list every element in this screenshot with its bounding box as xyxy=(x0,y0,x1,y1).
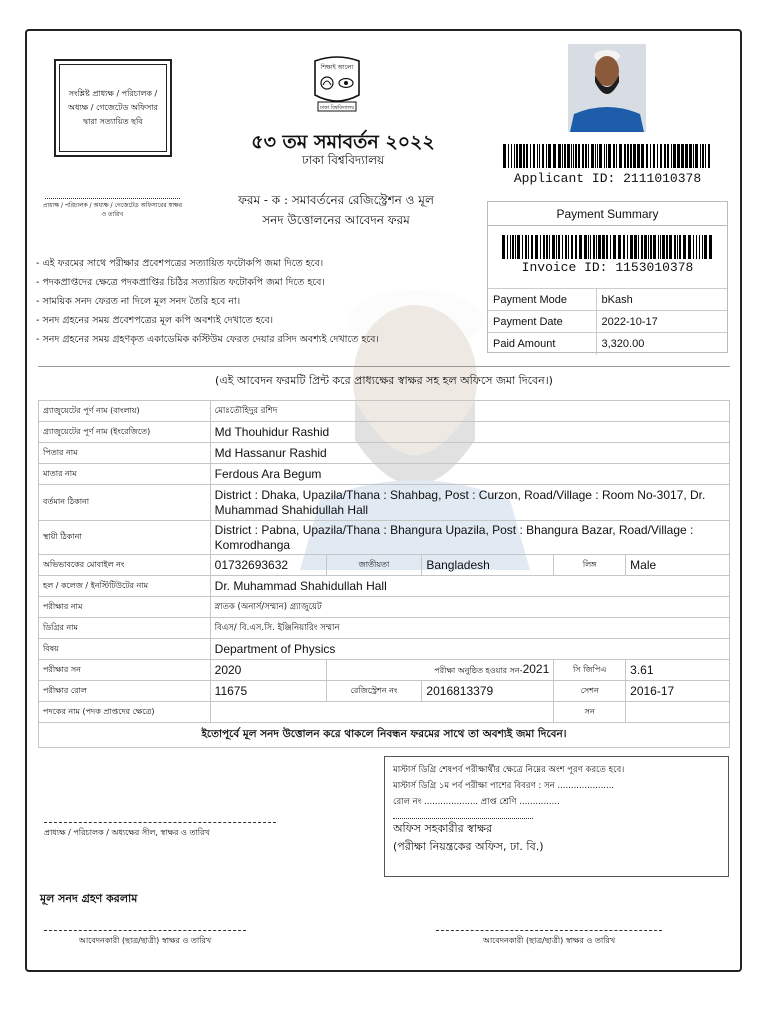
payment-date-row xyxy=(488,311,727,333)
barcode-bar xyxy=(549,235,550,259)
barcode-bar xyxy=(606,235,608,259)
university-name: ঢাকা বিশ্ববিদ্যালয় xyxy=(301,153,385,167)
applicant-photo xyxy=(568,44,646,132)
barcode-bar xyxy=(543,235,545,259)
barcode-bar xyxy=(573,144,574,168)
barcode-bar xyxy=(709,235,712,259)
subject-label: বিষয় xyxy=(39,639,211,660)
barcode-bar xyxy=(571,235,573,259)
applicant-barcode xyxy=(503,144,713,168)
session-value: 2016-17 xyxy=(626,681,730,702)
attestation-text: সংশ্লিষ্ট প্রাধ্যক্ষ / পরিচালক / অধ্যক্ষ / গেজেটেড অফিসার দ্বারা সত্যায়িত ছবি xyxy=(59,64,167,152)
barcode-bar xyxy=(530,144,531,168)
barcode-bar xyxy=(630,144,632,168)
barcode-bar xyxy=(708,144,710,168)
barcode-bar xyxy=(568,235,569,259)
name-bn-value: মোঃতৌহিদুর রশিদ xyxy=(210,401,729,422)
barcode-bar xyxy=(702,144,704,168)
paid-amount-value: 3,320.00 xyxy=(596,333,727,355)
invoice-barcode xyxy=(502,235,714,259)
barcode-bar xyxy=(677,235,678,259)
gender-value: Male xyxy=(626,555,730,576)
table-row xyxy=(39,681,730,702)
payment-mode-row xyxy=(488,289,727,311)
barcode-bar xyxy=(553,144,556,168)
masters-info-box xyxy=(384,756,729,877)
barcode-bar xyxy=(599,144,602,168)
barcode-bar xyxy=(699,235,700,259)
held-year-value: 2021 xyxy=(522,662,550,676)
barcode-bar xyxy=(562,144,563,168)
table-row xyxy=(39,702,730,723)
barcode-bar xyxy=(542,144,544,168)
barcode-bar xyxy=(679,235,681,259)
barcode-bar xyxy=(650,144,651,168)
barcode-bar xyxy=(556,235,557,259)
barcode-bar xyxy=(523,144,525,168)
barcode-bar xyxy=(650,235,652,259)
applicant-id xyxy=(500,171,715,186)
permanent-address-label: স্থায়ী ঠিকানা xyxy=(39,521,211,555)
logo-caption: ঢাকা বিশ্ববিদ্যালয় xyxy=(319,105,355,111)
barcode-bar xyxy=(511,144,512,168)
form-title xyxy=(196,190,476,230)
applicant-id-label: Applicant ID: xyxy=(513,171,616,186)
table-row xyxy=(39,723,730,748)
barcode-bar xyxy=(624,144,626,168)
university-seal-icon xyxy=(310,55,364,115)
barcode-bar xyxy=(638,235,639,259)
barcode-bar xyxy=(608,144,611,168)
principal-signature-caption: প্রাধ্যক্ষ / পরিচালক / অধ্যক্ষের সীল, স্বাক্ষর ও তারিখ xyxy=(44,828,210,837)
barcode-bar xyxy=(700,144,701,168)
barcode-bar xyxy=(575,144,577,168)
attester-signature-caption: প্রাধ্যক্ষ / পরিচালক / অধ্যক্ষ / গেজেটেড অফিসারের স্বাক্ষর ও তারিখ xyxy=(42,202,183,218)
barcode-bar xyxy=(579,235,582,259)
convocation-title: ৫৩ তম সমাবর্তন ২০২২ xyxy=(251,131,435,153)
name-en-label: গ্র্যাজুয়েটের পূর্ণ নাম (ইংরেজিতে) xyxy=(39,422,211,443)
principal-signature xyxy=(44,822,276,840)
barcode-bar xyxy=(590,235,592,259)
exam-year-value: 2020 xyxy=(210,660,326,681)
hall-label: হল / কলেজ / ইনস্টিটিউটের নাম xyxy=(39,576,211,597)
barcode-bar xyxy=(565,235,567,259)
barcode-bar xyxy=(689,144,692,168)
masters-line3: রোল নং .................... প্রাপ্ত শ্রেণি ............... xyxy=(393,797,560,807)
form-title-line2: সনদ উত্তোলনের আবেদন ফরম xyxy=(262,213,410,227)
barcode-bar xyxy=(526,144,528,168)
medal-year-value xyxy=(626,702,730,723)
table-row xyxy=(39,597,730,618)
gender-label: লিঙ্গ xyxy=(554,555,626,576)
present-address-value: District : Dhaka, Upazila/Thana : Shahbag, Post : Curzon, Road/Village : Room No-3017, Dr. Muhammad Shahidullah Hall xyxy=(210,485,729,521)
applicant-signature-left-caption: আবেদনকারী (ছাত্র/ছাত্রী) স্বাক্ষর ও তারিখ xyxy=(78,936,212,945)
barcode-bar xyxy=(525,235,527,259)
masters-line1: মাস্টার্স ডিগ্রি শেষপর্ব পরীক্ষার্থীর ক্ষেত্রে নিম্নের অংশ পূরণ করতে হবে। xyxy=(393,765,625,775)
barcode-bar xyxy=(623,235,625,259)
payment-date-value: 2022-10-17 xyxy=(596,311,727,333)
barcode-bar xyxy=(610,235,611,259)
barcode-bar xyxy=(641,144,644,168)
table-row xyxy=(39,422,730,443)
barcode-bar xyxy=(704,235,707,259)
instruction-item: - পদকপ্রাপ্তদের ক্ষেত্রে পদকপ্রাপ্তির চিঠির সত্যায়িত ফটোকপি জমা দিতে হবে। xyxy=(36,277,325,288)
barcode-bar xyxy=(685,144,688,168)
instruction-item: - এই ফরমের সাথে পরীক্ষার প্রবেশপত্রের সত্যায়িত ফটোকপি জমা দিতে হবে। xyxy=(36,258,324,269)
barcode-bar xyxy=(644,235,647,259)
barcode-bar xyxy=(662,235,665,259)
cgpa-value: 3.61 xyxy=(626,660,730,681)
barcode-bar xyxy=(528,235,529,259)
certificate-received-text: মূল সনদ গ্রহণ করলাম xyxy=(40,892,138,905)
table-row xyxy=(39,464,730,485)
attester-signature xyxy=(40,198,185,219)
name-bn-label: গ্র্যাজুয়েটের পূর্ণ নাম (বাংলায়) xyxy=(39,401,211,422)
barcode-bar xyxy=(693,235,694,259)
barcode-bar xyxy=(516,144,518,168)
officer-title: অফিস সহকারীর স্বাক্ষর xyxy=(393,822,492,835)
exam-year-label: পরীক্ষার সন xyxy=(39,660,211,681)
table-row xyxy=(39,660,730,681)
invoice-id-value: 1153010378 xyxy=(615,260,694,275)
barcode-bar xyxy=(671,144,672,168)
barcode-bar xyxy=(588,144,589,168)
instruction-item: - সনদ গ্রহনের সময় গ্রহণকৃত একাডেমিক কস্টিউম ফেরত দেয়ার রসিদ অবশ্যই দেখাতে হবে। xyxy=(36,334,379,345)
barcode-bar xyxy=(512,235,514,259)
barcode-bar xyxy=(618,235,621,259)
subject-value: Department of Physics xyxy=(210,639,729,660)
payment-summary-title: Payment Summary xyxy=(488,202,727,226)
graduate-details-table xyxy=(38,400,730,748)
table-row xyxy=(39,521,730,555)
barcode-bar xyxy=(539,144,540,168)
barcode-bar xyxy=(602,235,605,259)
barcode-bar xyxy=(564,144,566,168)
barcode-bar xyxy=(637,144,640,168)
session-label: সেশন xyxy=(554,681,626,702)
barcode-bar xyxy=(575,235,577,259)
barcode-bar xyxy=(510,235,511,259)
barcode-bar xyxy=(558,235,560,259)
instructions-list xyxy=(36,254,476,349)
barcode-bar xyxy=(535,235,538,259)
barcode-bar xyxy=(593,235,595,259)
barcode-bar xyxy=(705,144,706,168)
barcode-bar xyxy=(619,144,622,168)
barcode-bar xyxy=(648,235,649,259)
barcode-bar xyxy=(667,144,669,168)
barcode-bar xyxy=(502,235,505,259)
table-row xyxy=(39,485,730,521)
nationality-label: জাতীয়তা xyxy=(326,555,422,576)
exam-name-label: পরীক্ষার নাম xyxy=(39,597,211,618)
permanent-address-value: District : Pabna, Upazila/Thana : Bhangura Upazila, Post : Bhangura Bazar, Road/Village : Komrodhanga xyxy=(210,521,729,555)
applicant-signature-right-caption: আবেদনকারী (ছাত্র/ছাত্রী) স্বাক্ষর ও তারিখ xyxy=(482,936,616,945)
barcode-bar xyxy=(578,144,580,168)
exam-name-value: স্নাতক (অনার্স/সম্মান) গ্র্যাজুয়েট xyxy=(210,597,729,618)
table-row xyxy=(39,443,730,464)
barcode-bar xyxy=(653,144,655,168)
barcode-bar xyxy=(696,235,697,259)
paid-amount-row xyxy=(488,333,727,355)
barcode-bar xyxy=(627,144,629,168)
barcode-bar xyxy=(693,144,694,168)
medal-year-label: সন xyxy=(554,702,626,723)
barcode-bar xyxy=(673,144,676,168)
barcode-bar xyxy=(552,235,555,259)
barcode-bar xyxy=(695,144,698,168)
barcode-bar xyxy=(664,144,666,168)
name-en-value: Md Thouhidur Rashid xyxy=(210,422,729,443)
hall-value: Dr. Muhammad Shahidullah Hall xyxy=(210,576,729,597)
table-row xyxy=(39,576,730,597)
barcode-bar xyxy=(508,144,509,168)
registration-label: রেজিস্ট্রেশন নং xyxy=(326,681,422,702)
held-year-cell xyxy=(326,660,554,681)
officer-department: (পরীক্ষা নিয়ন্ত্রকের অফিস, ঢা. বি.) xyxy=(393,840,544,853)
paid-amount-label: Paid Amount xyxy=(488,333,596,355)
registration-value: 2016813379 xyxy=(422,681,554,702)
payment-mode-label: Payment Mode xyxy=(488,289,596,311)
barcode-bar xyxy=(515,235,516,259)
barcode-bar xyxy=(653,235,656,259)
medal-value xyxy=(210,702,554,723)
divider xyxy=(38,366,730,367)
barcode-bar xyxy=(627,235,628,259)
instruction-item: - সাময়িক সনদ ফেরত না দিলে মূল সনদ তৈরি হবে না। xyxy=(36,296,241,307)
mother-name-value: Ferdous Ara Begum xyxy=(210,464,729,485)
officer-signature-line xyxy=(393,818,533,819)
barcode-bar xyxy=(666,235,668,259)
invoice-id xyxy=(488,260,727,275)
father-name-value: Md Hassanur Rashid xyxy=(210,443,729,464)
barcode-bar xyxy=(567,144,570,168)
applicant-id-value: 2111010378 xyxy=(623,171,702,186)
mother-name-label: মাতার নাম xyxy=(39,464,211,485)
payment-mode-value: bKash xyxy=(596,289,727,311)
barcode-bar xyxy=(531,235,533,259)
barcode-bar xyxy=(634,235,637,259)
barcode-bar xyxy=(598,235,601,259)
barcode-bar xyxy=(582,144,584,168)
guardian-mobile-label: অভিভাবকের মোবাইল নং xyxy=(39,555,211,576)
table-row xyxy=(39,639,730,660)
barcode-bar xyxy=(571,144,572,168)
barcode-bar xyxy=(597,144,598,168)
barcode-bar xyxy=(674,235,676,259)
barcode-bar xyxy=(606,144,607,168)
barcode-bar xyxy=(519,144,522,168)
barcode-bar xyxy=(646,144,648,168)
barcode-bar xyxy=(546,144,547,168)
barcode-bar xyxy=(660,144,662,168)
degree-value: বিএস/ বি.এস.সি. ইঞ্জিনিয়ারিং সম্মান xyxy=(210,618,729,639)
barcode-bar xyxy=(641,235,643,259)
payment-details-table xyxy=(488,288,727,355)
roll-value: 11675 xyxy=(210,681,326,702)
table-row xyxy=(39,618,730,639)
barcode-bar xyxy=(584,235,587,259)
barcode-bar xyxy=(669,235,672,259)
barcode-bar xyxy=(558,144,561,168)
form-title-line1: ফরম - ক : সমাবর্তনের রেজিস্ট্রেশন ও মূল xyxy=(238,193,434,207)
barcode-bar xyxy=(677,144,680,168)
held-year-label: পরীক্ষা অনুষ্ঠিত হওয়ার সন- xyxy=(434,666,523,675)
barcode-bar xyxy=(588,235,589,259)
submission-footnote: ইতোপূর্বে মূল সনদ উত্তোলন করে থাকলে নিবন্ধন ফরমের সাথে তা অবশ্যই জমা দিবেন। xyxy=(39,723,730,748)
barcode-bar xyxy=(702,235,703,259)
barcode-bar xyxy=(657,144,658,168)
barcode-bar xyxy=(548,144,551,168)
table-row xyxy=(39,555,730,576)
barcode-bar xyxy=(503,144,506,168)
barcode-bar xyxy=(507,235,508,259)
payment-summary xyxy=(487,201,728,353)
barcode-bar xyxy=(688,235,691,259)
barcode-bar xyxy=(514,144,515,168)
nationality-value: Bangladesh xyxy=(422,555,554,576)
instruction-item: - সনদ গ্রহনের সময় প্রবেশপত্রের মূল কপি অবশ্যই দেখাতে হবে। xyxy=(36,315,274,326)
cgpa-label: সি জিপিএ xyxy=(554,660,626,681)
present-address-label: বর্তমান ঠিকানা xyxy=(39,485,211,521)
barcode-bar xyxy=(591,144,594,168)
barcode-bar xyxy=(613,235,616,259)
payment-date-label: Payment Date xyxy=(488,311,596,333)
barcode-bar xyxy=(595,144,596,168)
barcode-bar xyxy=(683,235,686,259)
masters-line2: মাস্টার্স ডিগ্রি ১ম পর্ব পরীক্ষা পাশের বিবরণ : সন ..................... xyxy=(393,781,615,791)
barcode-bar xyxy=(633,144,636,168)
barcode-bar xyxy=(585,144,587,168)
medal-label: পদকের নাম (পদক প্রাপ্তদের ক্ষেত্রে) xyxy=(39,702,211,723)
invoice-id-label: Invoice ID: xyxy=(521,260,608,275)
barcode-bar xyxy=(616,144,617,168)
barcode-bar xyxy=(613,144,615,168)
barcode-bar xyxy=(540,235,541,259)
print-notice: (এই আবেদন ফরমটি প্রিন্ট করে প্রাধ্যক্ষের স্বাক্ষর সহ হল অফিসে জমা দিবেন।) xyxy=(215,374,553,387)
applicant-signature-left xyxy=(44,930,246,948)
roll-label: পরীক্ষার রোল xyxy=(39,681,211,702)
barcode-bar xyxy=(522,235,523,259)
degree-label: ডিগ্রির নাম xyxy=(39,618,211,639)
barcode-bar xyxy=(596,235,597,259)
barcode-bar xyxy=(537,144,538,168)
barcode-bar xyxy=(546,235,548,259)
svg-text:শিক্ষাই আলো: শিক্ষাই আলো xyxy=(320,64,354,71)
table-row xyxy=(39,401,730,422)
barcode-bar xyxy=(660,235,661,259)
barcode-bar xyxy=(517,235,520,259)
guardian-mobile-value: 01732693632 xyxy=(210,555,326,576)
barcode-bar xyxy=(681,144,684,168)
barcode-bar xyxy=(562,235,563,259)
applicant-signature-right xyxy=(436,930,662,948)
photo-attestation-box xyxy=(54,59,172,157)
barcode-bar xyxy=(604,144,605,168)
barcode-bar xyxy=(630,235,633,259)
barcode-bar xyxy=(533,144,535,168)
father-name-label: পিতার নাম xyxy=(39,443,211,464)
barcode-bar xyxy=(658,235,659,259)
